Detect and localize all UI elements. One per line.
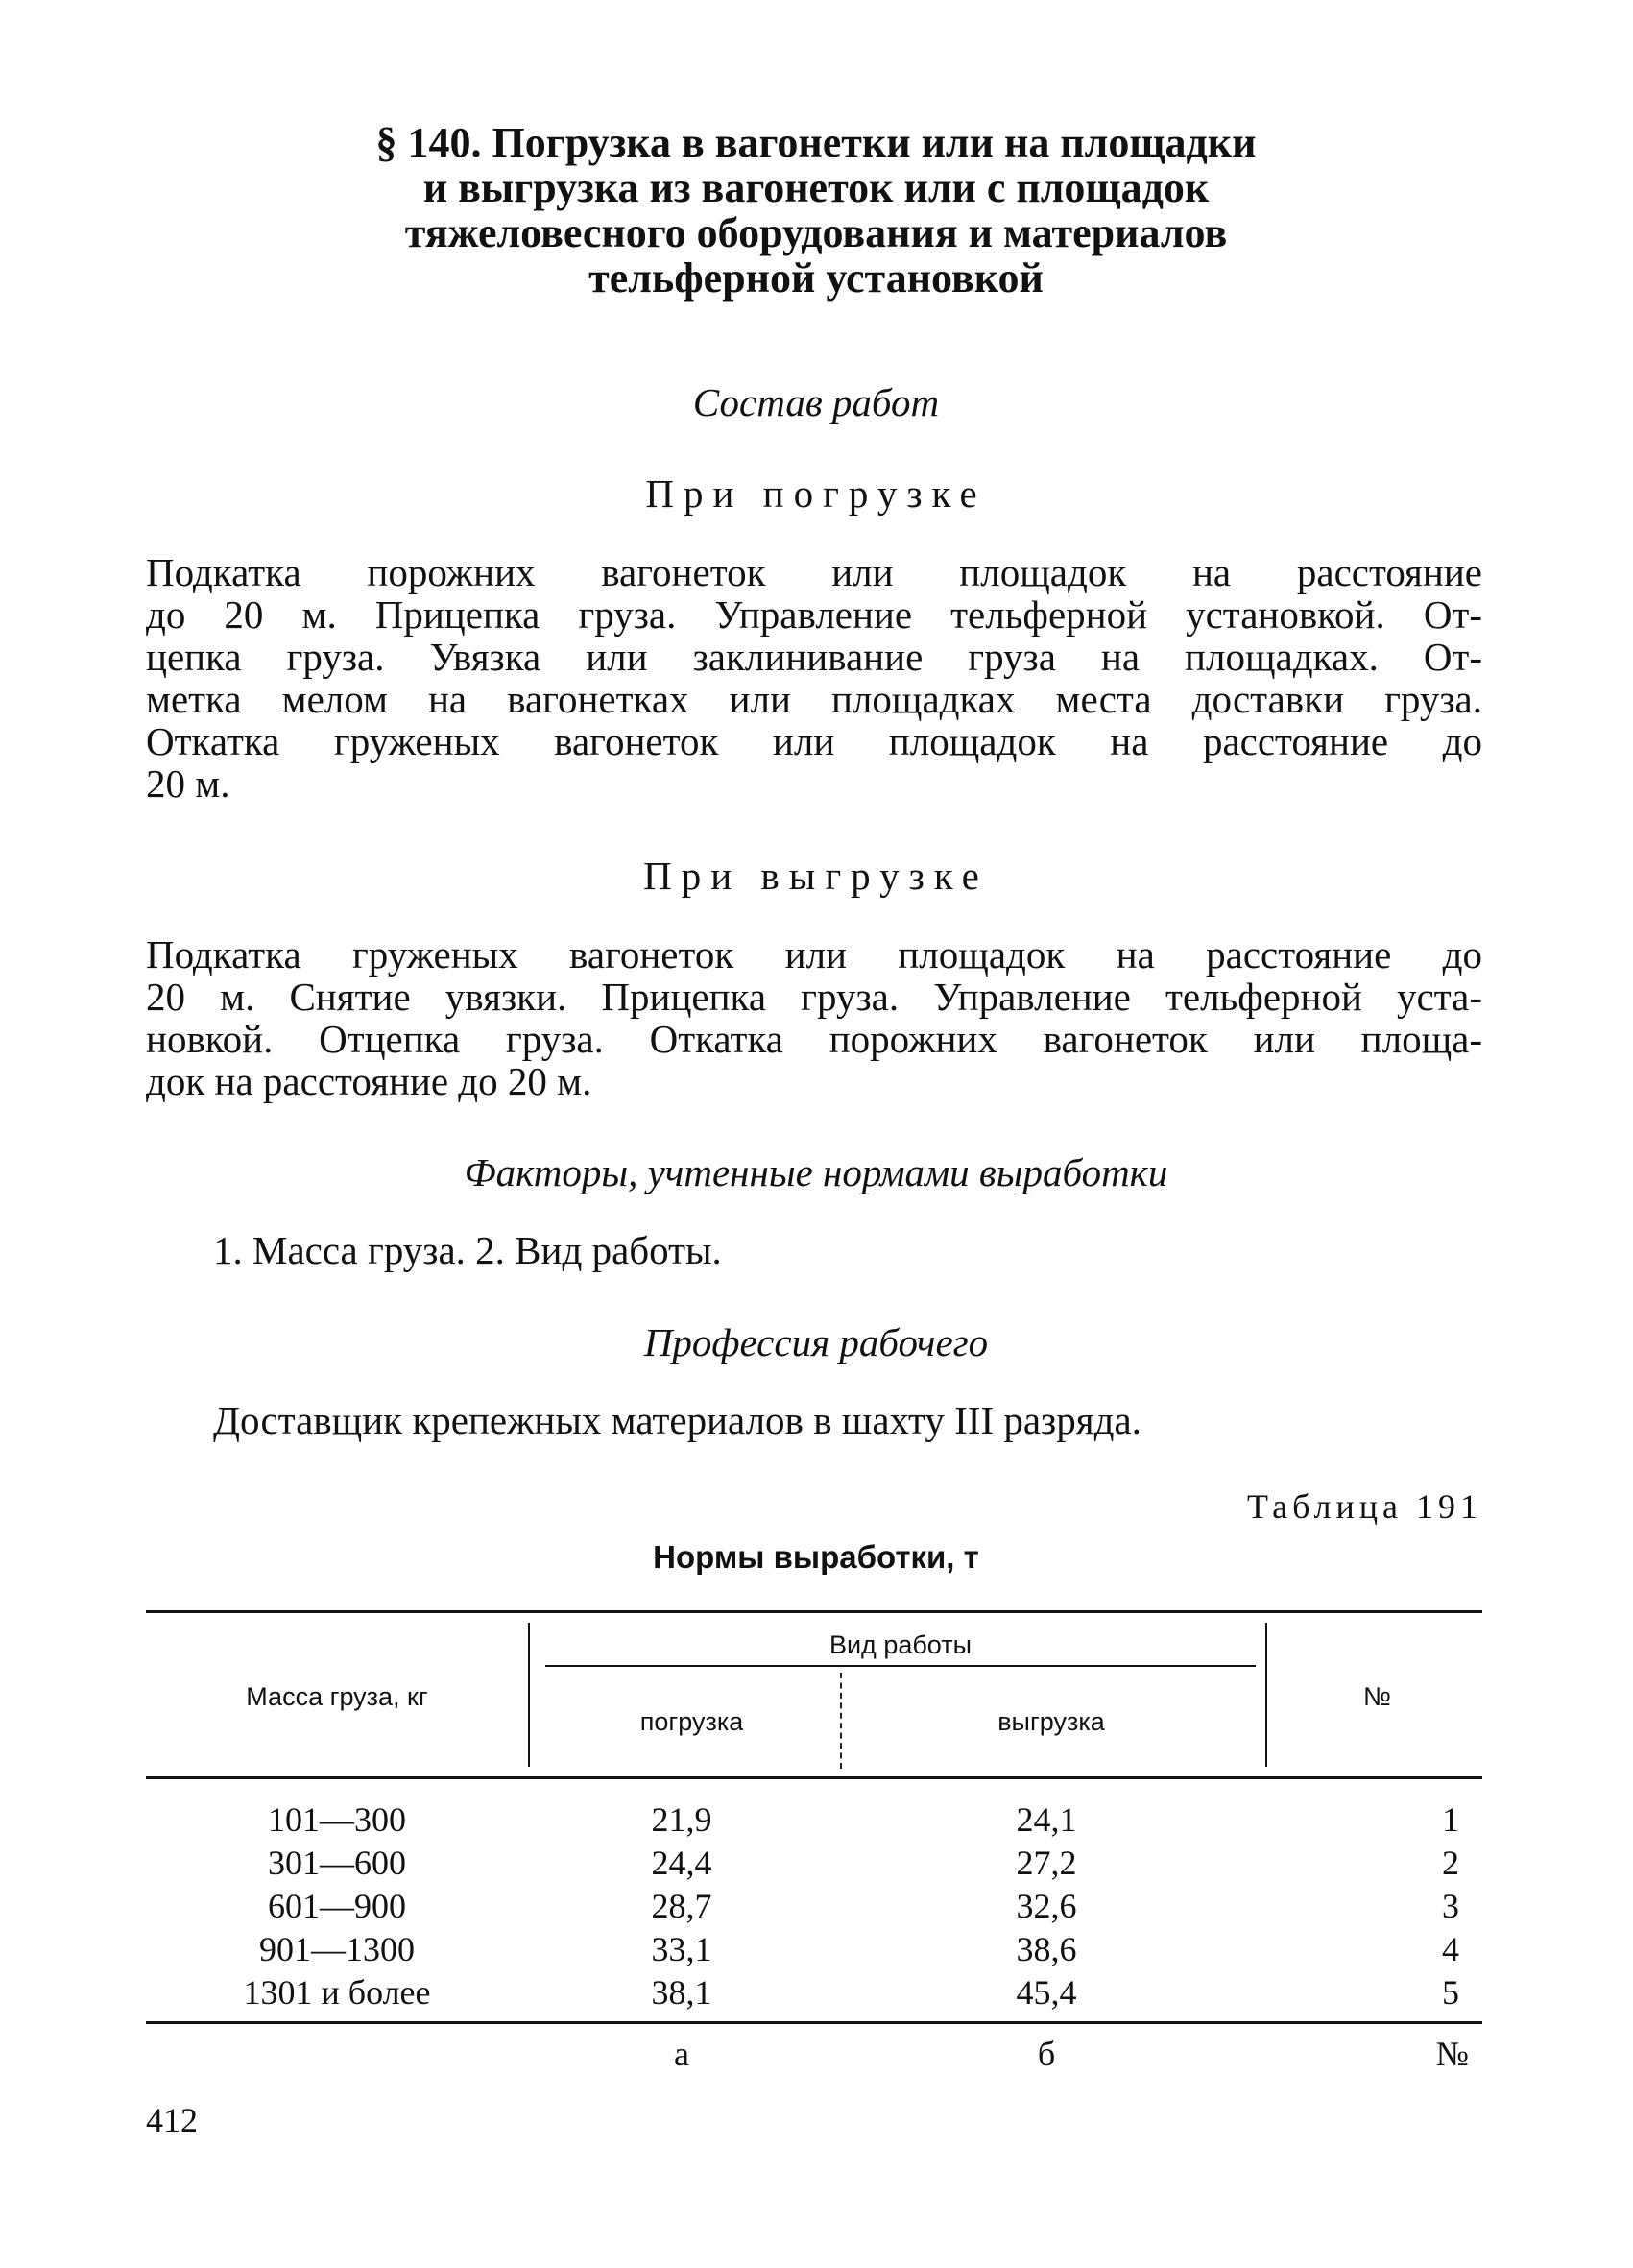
loading-paragraph: [146, 551, 1482, 805]
table-cell: 33,1: [651, 1930, 712, 1968]
paragraph-line: цепка груза. Увязка или заклинивание груза на площадках. От-: [146, 635, 1482, 679]
paragraph-line: 20 м.: [146, 761, 230, 806]
table-cell: 28,7: [651, 1887, 712, 1925]
factors-heading: Факторы, учтенные нормами выработки: [464, 1150, 1168, 1194]
table-cell: 3: [1442, 1887, 1459, 1925]
section-title-line: тяжеловесного оборудования и материалов: [404, 209, 1228, 256]
paragraph-line: док на расстояние до 20 м.: [146, 1059, 592, 1103]
table-bottom-rule: [146, 2021, 1482, 2024]
profession-heading: Профессия рабочего: [643, 1320, 989, 1364]
section-title-line: § 140. Погрузка в вагонетки или на площадки: [375, 119, 1257, 166]
header-loading: погрузка: [639, 1707, 744, 1736]
table-subcolumn-divider: [840, 1673, 842, 1769]
paragraph-line: новкой. Отцепка груза. Откатка порожних вагонеток или площа-: [146, 1017, 1482, 1061]
table-subheader-rule: [545, 1665, 1256, 1667]
table-cell: 21,9: [651, 1800, 712, 1839]
column-number: [1344, 1798, 1459, 2015]
header-unloading: выгрузка: [997, 1707, 1105, 1736]
footer-unloading: б: [1037, 2035, 1056, 2073]
table-cell: 301—600: [268, 1844, 406, 1882]
paragraph-line: метка мелом на вагонетках или площадках места доставки груза.: [146, 677, 1482, 721]
table-cell: 38,1: [651, 1973, 712, 2012]
table-cell: 2: [1442, 1844, 1459, 1882]
table-column-divider: [528, 1623, 530, 1767]
section-title-line: тельферной установкой: [588, 254, 1044, 302]
section-title-line: и выгрузка из вагонеток или с площадок: [422, 164, 1210, 211]
footer-number: №: [1435, 2035, 1469, 2073]
table-cell: 1: [1442, 1800, 1459, 1839]
page-number: 412: [146, 2101, 198, 2139]
unloading-paragraph: [146, 933, 1482, 1102]
paragraph-line: Подкатка груженых вагонеток или площадок на расстояние до: [146, 932, 1482, 977]
paragraph-line: Откатка груженых вагонеток или площадок на расстояние до: [146, 719, 1482, 763]
column-mass: [146, 1798, 528, 2015]
table-cell: 901—1300: [259, 1930, 415, 1968]
profession-text: Доставщик крепежных материалов в шахту III разряда.: [213, 1398, 1141, 1442]
paragraph-line: до 20 м. Прицепка груза. Управление тельферной установкой. От-: [146, 592, 1482, 637]
unloading-heading: При выгрузке: [643, 854, 989, 898]
table-cell: 101—300: [268, 1800, 406, 1839]
table-cell: 1301 и более: [243, 1973, 431, 2012]
paragraph-line: 20 м. Снятие увязки. Прицепка груза. Управление тельферной уста-: [146, 975, 1482, 1019]
paragraph-line: Подкатка порожних вагонеток или площадок на расстояние: [146, 550, 1482, 594]
table-cell: 45,4: [1016, 1973, 1077, 2012]
column-unloading: [941, 1798, 1152, 2015]
table-caption: Таблица 191: [1247, 1487, 1482, 1526]
header-number: №: [1363, 1682, 1391, 1711]
table-column-divider: [1265, 1623, 1267, 1767]
header-work-type: Вид работы: [829, 1630, 973, 1659]
header-mass: Масса груза, кг: [246, 1682, 428, 1711]
table-cell: 32,6: [1016, 1887, 1077, 1925]
table-top-rule: [146, 1610, 1482, 1613]
loading-heading: При погрузке: [645, 471, 987, 516]
factors-text: 1. Масса груза. 2. Вид работы.: [213, 1228, 722, 1272]
footer-loading: а: [674, 2035, 689, 2073]
table-cell: 601—900: [268, 1887, 406, 1925]
table-cell: 5: [1442, 1973, 1459, 2012]
table-cell: 38,6: [1016, 1930, 1077, 1968]
table-header-rule: [146, 1776, 1482, 1779]
table-cell: 4: [1442, 1930, 1459, 1968]
table-cell: 24,1: [1016, 1800, 1077, 1839]
column-loading: [576, 1798, 787, 2015]
table-title: Нормы выработки, т: [653, 1539, 979, 1575]
table-cell: 24,4: [651, 1844, 712, 1882]
table-cell: 27,2: [1016, 1844, 1077, 1882]
section-title: [240, 120, 1392, 301]
composition-heading: Состав работ: [692, 380, 940, 424]
